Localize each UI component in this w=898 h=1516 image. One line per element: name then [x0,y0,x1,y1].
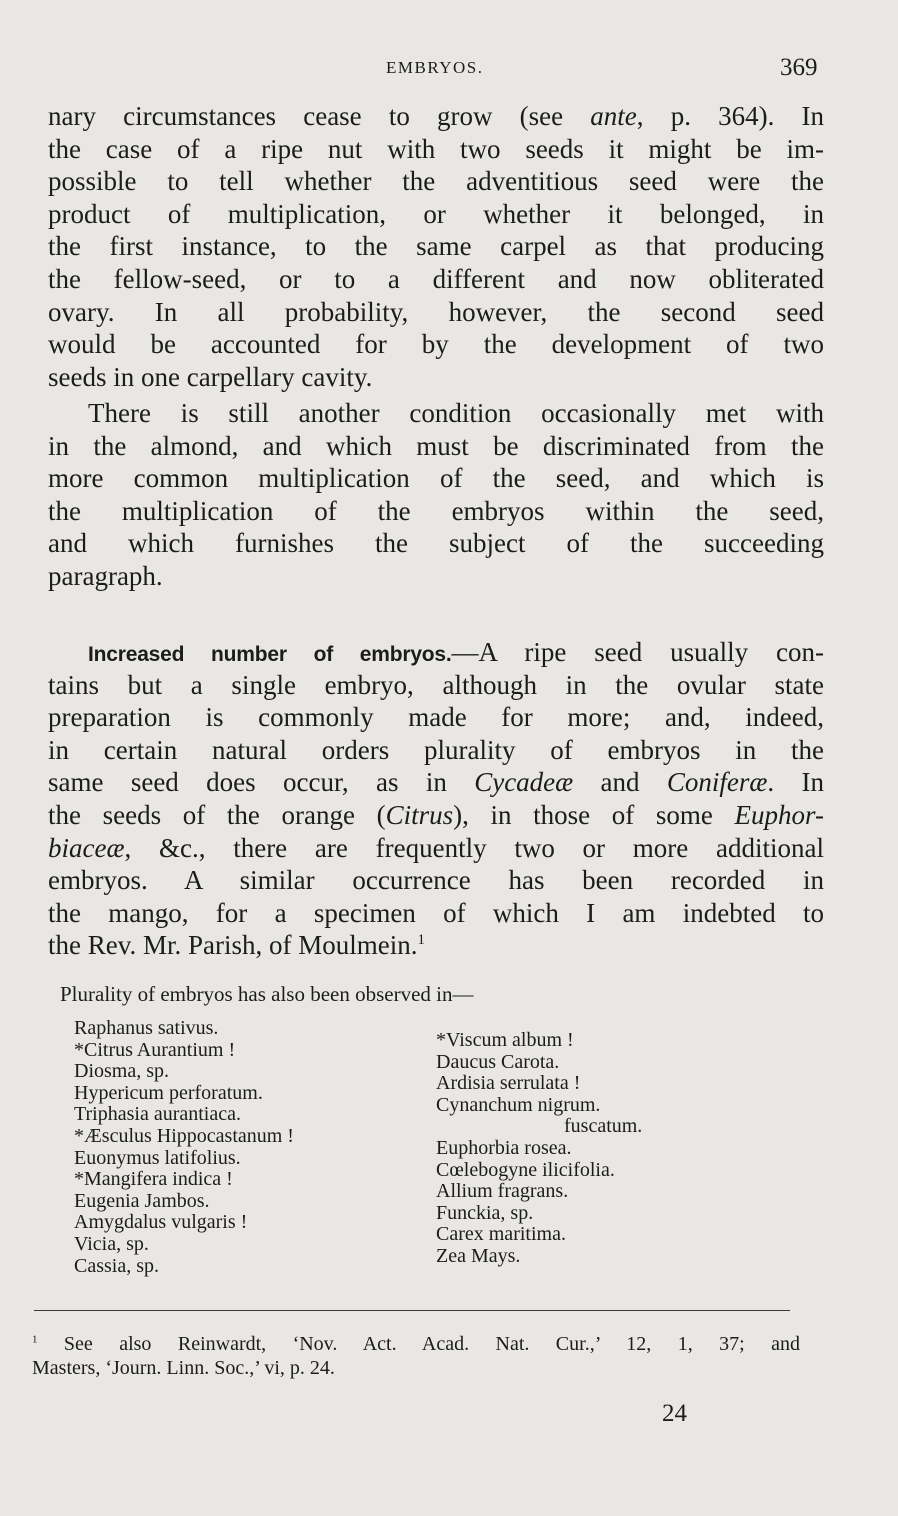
text-line: preparation is commonly made for more; and, indeed, [48,702,824,733]
text-line: possible to tell whether the adventitious seed were the [48,166,824,197]
species-item: Cynanchum nigrum. [436,1093,601,1116]
species-item: Allium fragrans. [436,1180,569,1203]
paragraph-continuation [48,100,824,393]
text-line: embryos. A similar occurrence has been recorded in [48,865,824,896]
text-line: in certain natural orders plurality of embryos in the [48,734,824,765]
species-list-right [436,1030,642,1268]
text-line: and which furnishes the subject of the succeeding [48,528,824,559]
text-line: seeds in one carpellary cavity. [48,361,373,392]
species-item: *Mangifera indica ! [74,1168,233,1191]
species-item: Daucus Carota. [436,1050,560,1073]
text-line: more common multiplication of the seed, and which is [48,463,824,494]
species-item: *Æsculus Hippocastanum ! [74,1124,294,1147]
text-line: ovary. In all probability, however, the second seed [48,296,824,327]
running-head [0,56,898,86]
footnote-marker: 1 [32,1333,38,1346]
section-first-line: Increased number of embryos.—A ripe seed usually con- [88,637,824,667]
signature-mark: 24 [662,1400,687,1427]
text-line: the multiplication of the embryos within the seed, [48,495,824,526]
plurality-intro: Plurality of embryos has also been observed in— [60,982,474,1006]
text-line: would be accounted for by the development of two [48,329,824,360]
species-item: Hypericum perforatum. [74,1081,263,1104]
footnote-line: Masters, ‘Journ. Linn. Soc.,’ vi, p. 24. [32,1357,335,1379]
species-item: Triphasia aurantiaca. [74,1103,241,1126]
species-item: Cassia, sp. [74,1254,159,1277]
species-item: Zea Mays. [436,1244,521,1267]
species-item: Vicia, sp. [74,1232,149,1255]
page-number: 369 [780,54,818,81]
text-line: tains but a single embryo, although in the ovular state [48,669,824,700]
species-item: Euonymus latifolius. [74,1146,241,1169]
species-item: *Viscum album ! [436,1029,574,1051]
species-item: Cœlebogyne ilicifolia. [436,1158,615,1181]
text-line: biaceæ, &c., there are frequently two or more additional [48,832,824,863]
species-item: fuscatum. [564,1115,643,1138]
footnote-reference: 1 [417,932,425,949]
text-line: product of multiplication, or whether it belonged, in [48,198,824,229]
text-line: the seeds of the orange (Citrus), in those of some Euphor- [48,799,824,830]
text-line: same seed does occur, as in Cycadeæ and Coniferæ. In [48,767,825,798]
footnote-divider [34,1310,790,1311]
section-increased-embryos [48,636,824,962]
species-item: Carex maritima. [436,1223,566,1246]
species-item: Eugenia Jambos. [74,1189,210,1212]
footnote [32,1332,800,1380]
text-line: There is still another condition occasionally met with [88,398,824,428]
footnote-line: $^1$ See also Reinwardt, ‘Nov. Act. Acad. Nat. Cur.,’ 12, 1, 37; and [32,1333,800,1355]
text-line: in the almond, and which must be discriminated from the [48,430,824,461]
species-item: Diosma, sp. [74,1060,169,1083]
species-list-left [74,1018,294,1277]
species-item: Amygdalus vulgaris ! [74,1211,248,1234]
species-item: Raphanus sativus. [74,1017,219,1039]
species-item: Ardisia serrulata ! [436,1072,581,1095]
text-line: nary circumstances cease to grow (see ante, p. 364). In [48,101,824,131]
species-item: *Citrus Aurantium ! [74,1038,236,1061]
text-line: the mango, for a specimen of which I am indebted to [48,897,824,928]
species-item: Funckia, sp. [436,1201,534,1224]
section-heading: Increased number of embryos. [88,643,452,666]
text-line: the case of a ripe nut with two seeds it might be im- [48,133,824,164]
paragraph-almond [48,397,824,593]
text-line: the fellow-seed, or to a different and now obliterated [48,263,824,294]
text-line: the Rev. Mr. Parish, of Moulmein.$^1$ [48,930,425,961]
species-item: Euphorbia rosea. [436,1136,572,1159]
text-line: paragraph. [48,560,163,591]
text-line: the first instance, to the same carpel as that producing [48,231,824,262]
running-title: EMBRYOS. [386,58,484,77]
